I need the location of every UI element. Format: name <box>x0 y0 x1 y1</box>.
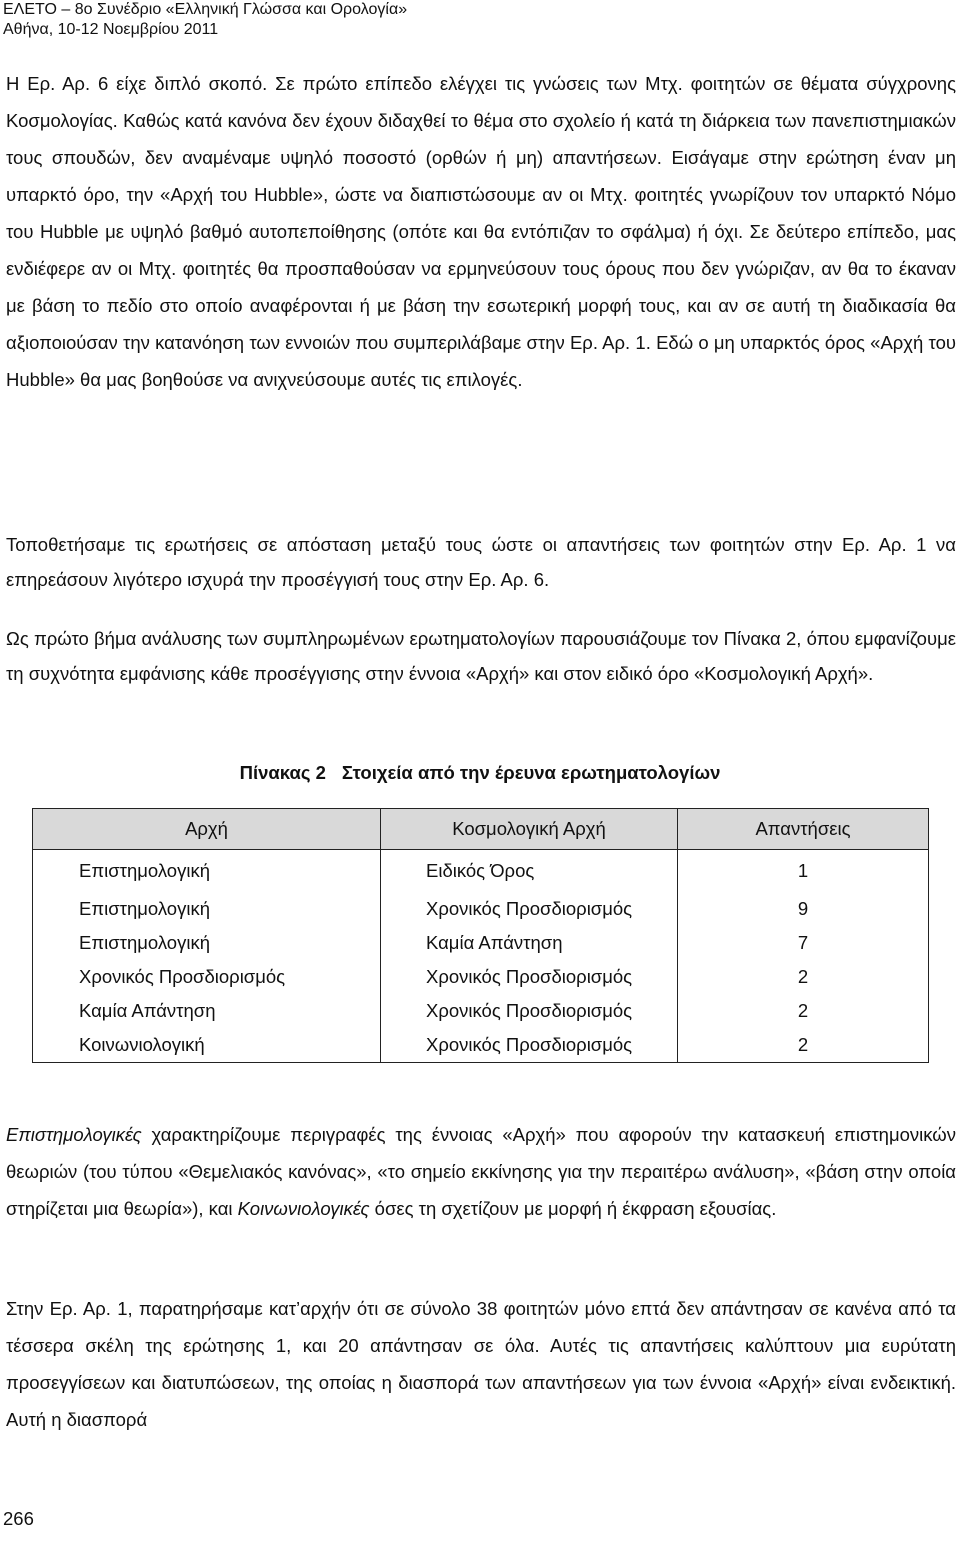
paragraph-question-order: Τοποθετήσαμε τις ερωτήσεις σε απόσταση μεταξύ τους ώστε οι απαντήσεις των φοιτητών στην Ερ. Αρ. 1 να επηρεάσουν λιγότερο ισχυρά την προσέγγισή τους στην Ερ. Αρ. 6. <box>6 534 956 590</box>
term-sociological: Κοινωνιολογικές <box>237 1198 370 1219</box>
table-row <box>33 926 929 960</box>
column-header-principle: Αρχή <box>33 809 381 850</box>
paragraph-table-intro: Ως πρώτο βήμα ανάλυσης των συμπληρωμένων ερωτηματολογίων παρουσιάζουμε τον Πίνακα 2, όπου εμφανίζουμε τη συχνότητα εμφάνισης κάθε προσέγγισης στην έννοια «Αρχή» και στον ειδικό όρο «Κοσμολογική Αρχή». <box>6 628 956 684</box>
table-cell: Καμία Απάντηση <box>33 994 381 1028</box>
table-cell: Χρονικός Προσδιορισμός <box>33 960 381 994</box>
table-caption <box>0 762 960 784</box>
table-cell: Επιστημολογική <box>33 850 381 893</box>
table-cell: Επιστημολογική <box>33 926 381 960</box>
table-row <box>33 892 929 926</box>
table-cell: Ειδικός Όρος <box>381 850 678 893</box>
definitions-end: όσες τη σχετίζουν με μορφή ή έκφραση εξουσίας. <box>369 1198 777 1219</box>
table-header-row <box>33 809 929 850</box>
page-number: 266 <box>3 1508 34 1529</box>
table-row <box>33 960 929 994</box>
column-header-answers: Απαντήσεις <box>678 809 929 850</box>
table-row <box>33 994 929 1028</box>
term-epistemological: Επιστημολογικές <box>6 1124 142 1145</box>
paragraph-definitions <box>6 1116 956 1227</box>
table-caption-label: Πίνακας 2 <box>239 762 326 783</box>
table-cell: 2 <box>678 994 929 1028</box>
table-caption-title: Στοιχεία από την έρευνα ερωτηματολογίων <box>341 762 721 783</box>
table-cell: 2 <box>678 960 929 994</box>
table-cell: Χρονικός Προσδιορισμός <box>381 960 678 994</box>
header-place-date: Αθήνα, 10-12 Νοεμβρίου 2011 <box>3 21 219 38</box>
paragraph-question-6: Η Ερ. Αρ. 6 είχε διπλό σκοπό. Σε πρώτο επίπεδο ελέγχει τις γνώσεις των Μτχ. φοιτητών σε θέματα σύγχρονης Κοσμολογίας. Καθώς κατά κανόνα δεν έχουν διδαχθεί το θέμα στο σχολείο ή κατά τη διάρκεια των πανεπιστημιακών τους σπουδών, δεν αναμέναμε υψηλό ποσοστό (ορθών ή μη) απαντήσεων. Εισάγαμε στην ερώτηση έναν μη υπαρκτό όρο, την «Αρχή του Hubble», ώστε να διαπιστώσουμε αν οι Μτχ. φοιτητές γνωρίζουν τον υπαρκτό Νόμο του Hubble με υψηλό βαθμό αυτοπεποίθησης (οπότε και θα εντόπιζαν το σφάλμα) ή όχι. Σε δεύτερο επίπεδο, μας ενδιέφερε αν οι Μτχ. φοιτητές θα προσπαθούσαν να ερμηνεύσουν τους όρους που δεν γνώριζαν, αν θα το έκαναν με βάση το πεδίο στο οποίο αναφέρονται ή με βάση την εσωτερική μορφή τους, και αν σε αυτή τη διαδικασία θα αξιοποιούσαν την κατανόηση των εννοιών που συμπεριλάβαμε στην Ερ. Αρ. 1. Εδώ ο μη υπαρκτός όρος «Αρχή του Hubble» θα μας βοηθούσε να ανιχνεύσουμε αυτές τις επιλογές. <box>6 73 956 390</box>
table-row <box>33 850 929 893</box>
table-cell: Επιστημολογική <box>33 892 381 926</box>
table-cell: Καμία Απάντηση <box>381 926 678 960</box>
table-cell: 7 <box>678 926 929 960</box>
definitions-text: χαρακτηρίζουμε περιγραφές της έννοιας «Αρχή» που αφορούν την κατασκευή επιστημονικών θεωριών (του τύπου «Θεμελιακός κανόνας», «το σημείο εκκίνησης για την περαιτέρω ανάλυση», «βάση στην οποία στηρίζεται μια θεωρία»), και <box>6 1124 956 1219</box>
running-header <box>3 0 407 40</box>
table-cell: 9 <box>678 892 929 926</box>
table-cell: 1 <box>678 850 929 893</box>
table-cell: Κοινωνιολογική <box>33 1028 381 1063</box>
paragraph-question-1-results: Στην Ερ. Αρ. 1, παρατηρήσαμε κατ’αρχήν ότι σε σύνολο 38 φοιτητών μόνο επτά δεν απάντησαν σε κανένα από τα τέσσερα σκέλη της ερώτησης 1, και 20 απάντησαν σε όλα. Αυτές τις απαντήσεις καλύπτουν μια ευρύτατη προσεγγίσεων και διατυπώσεων, της οποίας η διασπορά των απαντήσεων για των έννοια «Αρχή» είναι ενδεικτική. Αυτή η διασπορά <box>6 1298 956 1430</box>
header-conference: ΕΛΕΤΟ – 8ο Συνέδριο «Ελληνική Γλώσσα και Ορολογία» <box>3 1 408 18</box>
table-row <box>33 1028 929 1063</box>
table-cell: Χρονικός Προσδιορισμός <box>381 892 678 926</box>
table-cell: Χρονικός Προσδιορισμός <box>381 1028 678 1063</box>
survey-table <box>32 808 929 1063</box>
table-cell: Χρονικός Προσδιορισμός <box>381 994 678 1028</box>
table-cell: 2 <box>678 1028 929 1063</box>
column-header-cosmological-principle: Κοσμολογική Αρχή <box>381 809 678 850</box>
